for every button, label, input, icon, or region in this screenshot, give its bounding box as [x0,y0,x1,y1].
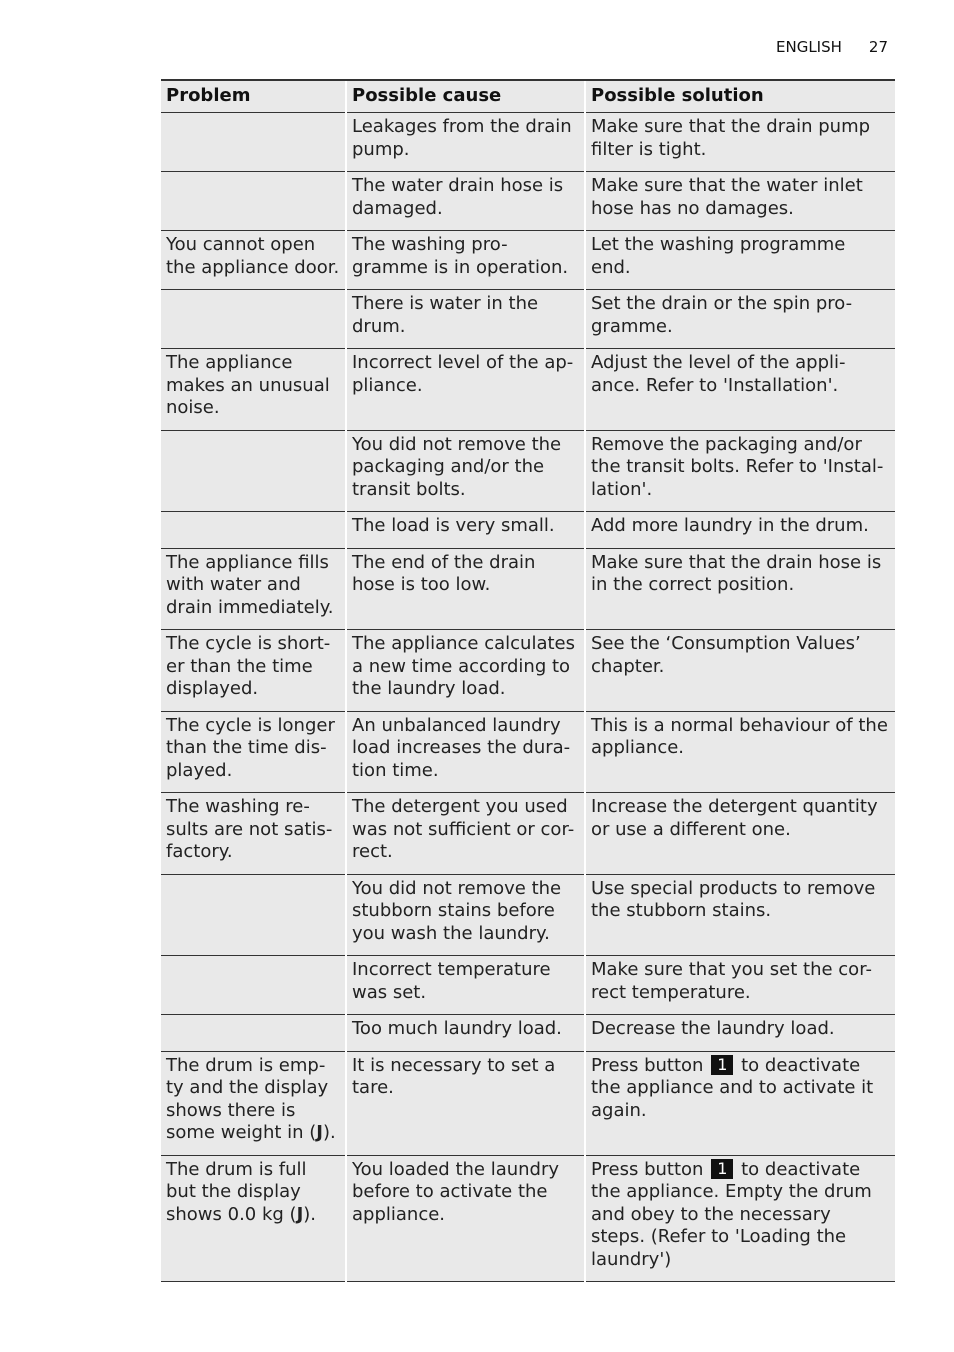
table-row [161,548,895,630]
cause-cell: Incorrect level of the ap-pliance. [346,349,585,431]
problem-cell [161,1155,346,1282]
column-header-solution: Possible solution [585,80,895,113]
solution-cell: Make sure that the drain pump filter is tight. [585,113,895,172]
cause-cell: The water drain hose is damaged. [346,172,585,231]
solution-text: Press button [591,1158,704,1180]
column-header-cause: Possible cause [346,80,585,113]
cause-cell: There is water in the drum. [346,290,585,349]
problem-text-end: ). [303,1203,317,1225]
solution-cell: Decrease the laundry load. [585,1015,895,1052]
table-row [161,1155,895,1282]
table-row [161,1015,895,1052]
solution-cell: Increase the detergent quantity or use a different one. [585,793,895,875]
solution-cell: Set the drain or the spin pro-gramme. [585,290,895,349]
solution-cell: Make sure that the drain hose is in the correct position. [585,548,895,630]
problem-text: The drum is full but the display shows 0.0 kg ( [166,1158,307,1225]
solution-cell: Make sure that you set the cor-rect temperature. [585,956,895,1015]
solution-text: Press button [591,1054,704,1076]
solution-cell: Remove the packaging and/or the transit bolts. Refer to 'Instal-lation'. [585,430,895,512]
display-key-label: J [296,1203,304,1225]
table-row [161,956,895,1015]
problem-cell [161,956,346,1015]
problem-cell: The washing re-sults are not satis-factory. [161,793,346,875]
table-row [161,512,895,549]
problem-cell [161,290,346,349]
solution-cell [585,1155,895,1282]
cause-cell: The end of the drain hose is too low. [346,548,585,630]
cause-cell: You did not remove the stubborn stains before you wash the laundry. [346,874,585,956]
column-header-problem: Problem [161,80,346,113]
problem-cell: The appliance makes an unusual noise. [161,349,346,431]
solution-cell [585,1051,895,1155]
on-off-button-icon: 1 [711,1159,733,1179]
cause-cell: You loaded the laundry before to activate the appliance. [346,1155,585,1282]
problem-cell: The cycle is longer than the time dis-played. [161,711,346,793]
cause-cell: The load is very small. [346,512,585,549]
page-number: 27 [868,38,888,56]
cause-cell: The detergent you used was not sufficient or cor-rect. [346,793,585,875]
cause-cell: Incorrect temperature was set. [346,956,585,1015]
problem-cell [161,113,346,172]
display-key-label: J [316,1122,323,1143]
page-header [776,38,888,56]
table-row [161,113,895,172]
table-row [161,1051,895,1155]
solution-cell: Make sure that the water inlet hose has no damages. [585,172,895,231]
table-row [161,290,895,349]
cause-cell: The appliance calculates a new time according to the laundry load. [346,630,585,712]
table-row [161,711,895,793]
table-row [161,874,895,956]
solution-cell: This is a normal behaviour of the appliance. [585,711,895,793]
troubleshooting-table [161,79,895,1282]
problem-text-end: ). [323,1122,336,1143]
table-row [161,231,895,290]
cause-cell: An unbalanced laundry load increases the dura-tion time. [346,711,585,793]
table-row [161,793,895,875]
problem-cell: You cannot open the appliance door. [161,231,346,290]
problem-cell [161,1015,346,1052]
solution-cell: Add more laundry in the drum. [585,512,895,549]
problem-cell [161,430,346,512]
solution-cell: Use special products to remove the stubborn stains. [585,874,895,956]
table-row [161,430,895,512]
solution-text-end: to deactivate the appliance and to activate it again. [591,1054,874,1121]
problem-cell [161,172,346,231]
table-header-row [161,80,895,113]
on-off-button-icon: 1 [711,1055,733,1075]
cause-cell: Too much laundry load. [346,1015,585,1052]
solution-cell: Let the washing programme end. [585,231,895,290]
table-row [161,349,895,431]
table-row [161,630,895,712]
problem-cell [161,1051,346,1155]
problem-cell [161,512,346,549]
problem-text: The drum is emp-ty and the display shows there is some weight in ( [166,1054,329,1143]
cause-cell: It is necessary to set a tare. [346,1051,585,1155]
problem-cell [161,874,346,956]
language-label: ENGLISH [776,38,842,56]
problem-cell: The appliance fills with water and drain immediately. [161,548,346,630]
cause-cell: The washing pro-gramme is in operation. [346,231,585,290]
solution-text-end: to deactivate the appliance. Empty the drum and obey to the necessary steps. (Refer to 'Loading the laundry') [591,1158,872,1270]
cause-cell: You did not remove the packaging and/or the transit bolts. [346,430,585,512]
cause-cell: Leakages from the drain pump. [346,113,585,172]
table-row [161,172,895,231]
solution-cell: Adjust the level of the appli-ance. Refer to 'Installation'. [585,349,895,431]
solution-cell: See the ‘Consumption Values’ chapter. [585,630,895,712]
problem-cell: The cycle is short-er than the time displayed. [161,630,346,712]
